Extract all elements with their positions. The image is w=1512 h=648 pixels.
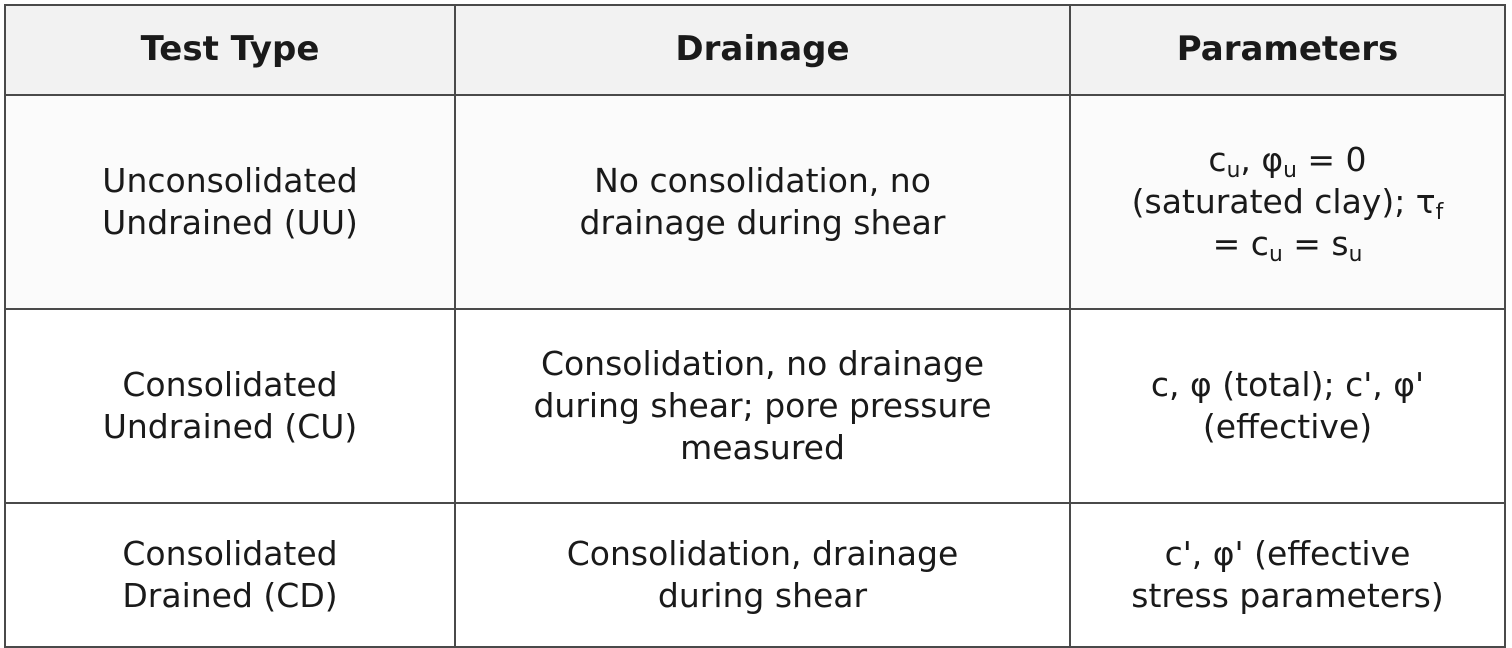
cell-test-type-cd <box>5 503 455 647</box>
cell-line: c, φ (total); c', φ' <box>1150 364 1425 404</box>
cell-line: Consolidation, drainage <box>566 533 959 573</box>
table-row <box>5 309 1505 503</box>
cell-line: drainage during shear <box>579 203 946 242</box>
cell-line: during shear <box>657 576 868 615</box>
triaxial-test-comparison-table <box>4 4 1506 648</box>
table-body <box>5 95 1505 647</box>
table-header-row <box>5 5 1505 95</box>
cell-line: c', φ' (effective <box>1164 533 1411 573</box>
cell-line-parameters-3: = $c_u = s_u$ <box>1212 224 1363 268</box>
cell-line: Consolidated <box>122 364 338 404</box>
cell-line: Undrained (UU) <box>102 203 358 242</box>
table-row <box>5 503 1505 647</box>
cell-line: Consolidation, no drainage <box>540 343 985 383</box>
cell-line: No consolidation, no <box>594 160 931 200</box>
cell-line: during shear; pore pressure <box>533 385 992 425</box>
cell-parameters-cd <box>1070 503 1505 647</box>
cell-line: Unconsolidated <box>102 160 358 200</box>
column-header-parameters: Parameters <box>1070 5 1505 95</box>
table-header <box>5 5 1505 95</box>
column-header-drainage: Drainage <box>455 5 1070 95</box>
cell-line: (effective) <box>1202 407 1373 446</box>
cell-line: Undrained (CU) <box>102 407 358 446</box>
cell-line-parameters-1: $c_u$, $\varphi_u = 0$ <box>1208 139 1367 183</box>
cell-test-type-uu <box>5 95 455 309</box>
cell-parameters-uu <box>1070 95 1505 309</box>
column-header-test-type: Test Type <box>5 5 455 95</box>
cell-drainage-cu <box>455 309 1070 503</box>
table-row <box>5 95 1505 309</box>
cell-line-parameters-2: (saturated clay); $\tau_f$ <box>1131 181 1444 225</box>
cell-line: Drained (CD) <box>122 576 338 615</box>
cell-line: measured <box>680 428 845 468</box>
cell-parameters-cu <box>1070 309 1505 503</box>
cell-line: Consolidated <box>122 533 338 573</box>
cell-test-type-cu <box>5 309 455 503</box>
cell-drainage-uu <box>455 95 1070 309</box>
cell-line: stress parameters) <box>1131 576 1444 615</box>
cell-drainage-cd <box>455 503 1070 647</box>
